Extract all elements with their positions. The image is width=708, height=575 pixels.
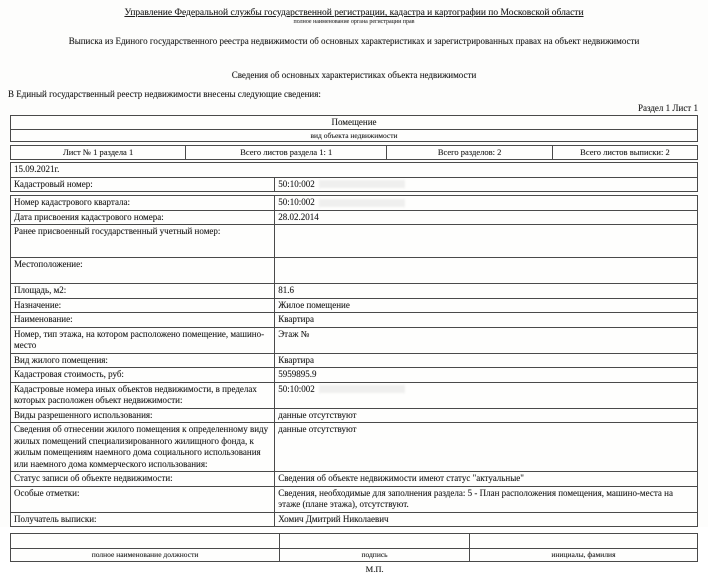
floor-value: Этаж № — [278, 328, 310, 339]
signature-caption-row — [11, 549, 697, 561]
row-label: Местоположение: — [11, 258, 275, 283]
extract-date: 15.09.2021г. — [14, 164, 60, 174]
quarter-number: 50:10:002 — [278, 197, 315, 207]
row-value — [275, 225, 697, 257]
sheet-info-row — [10, 145, 698, 160]
initials-caption: инициалы, фамилия — [551, 550, 616, 559]
row-value — [275, 383, 697, 408]
record-status-value: Сведения об объекте недвижимости имеют статус "актуальные" — [278, 473, 524, 483]
row-value — [275, 178, 697, 192]
row-label: Виды разрешенного использования: — [11, 409, 275, 423]
row-label: Кадастровый номер: — [11, 178, 275, 192]
redaction-smudge — [319, 385, 405, 393]
table-row — [10, 312, 698, 328]
table-row — [10, 382, 698, 409]
table-row — [10, 471, 698, 487]
table-row — [10, 408, 698, 424]
table-row — [10, 195, 698, 211]
purpose-value: Жилое помещение — [278, 299, 350, 310]
signature-table — [10, 533, 698, 562]
row-label: Площадь, м2: — [11, 284, 275, 298]
area-value: 81.6 — [278, 285, 294, 295]
row-value: данные отсутствуют — [278, 424, 357, 434]
row-label: Особые отметки: — [11, 487, 275, 512]
table-row — [10, 224, 698, 258]
total-sheets-section: Всего листов раздела 1: 1 — [186, 146, 387, 159]
assignment-date: 28.02.2014 — [278, 211, 319, 222]
total-sheets-extract: Всего листов выписки: 2 — [580, 147, 670, 157]
row-value — [275, 196, 697, 210]
row-value — [275, 472, 697, 486]
table-row-date — [10, 162, 698, 178]
table-row — [10, 486, 698, 513]
row-label: Кадастровые номера иных объектов недвижимости, в пределах которых расположен объект недвижимости: — [11, 383, 275, 408]
row-value — [275, 299, 697, 313]
sheet-number: Лист № 1 раздела 1 — [11, 146, 186, 159]
table-row — [10, 298, 698, 314]
row-value — [275, 487, 697, 512]
table-row — [10, 422, 698, 472]
intro-line: В Единый государственный реестр недвижимости внесены следующие сведения: — [8, 89, 321, 99]
row-label: Наименование: — [11, 313, 275, 327]
row-label: Назначение: — [11, 299, 275, 313]
object-type-header — [10, 115, 698, 142]
table-row — [10, 283, 698, 299]
recipient-name: Хомич Дмитрий Николаевич — [278, 513, 389, 524]
row-value — [275, 328, 697, 353]
position-field — [11, 534, 280, 548]
cadastral-number: 50:10:002 — [278, 178, 315, 189]
initials-field — [470, 534, 697, 548]
row-value: данные отсутствуют — [278, 409, 357, 420]
row-label: Номер кадастрового квартала: — [11, 196, 275, 210]
special-notes-value: Сведения, необходимые для заполнения раздела: 5 - План расположения помещения, машино-места на этаже (плане этажа), отсутствуют. — [278, 487, 673, 509]
stamp-place-marker: М.П. — [365, 564, 384, 574]
row-value — [275, 513, 697, 527]
table-row — [10, 210, 698, 226]
row-value — [275, 368, 697, 382]
signature-fill-row — [11, 534, 697, 549]
table-row — [10, 353, 698, 369]
signature-caption: подпись — [280, 549, 470, 561]
cadastral-cost-value: 5959895.9 — [278, 369, 317, 379]
characteristics-table — [10, 162, 698, 527]
table-row — [10, 367, 698, 383]
section-sheet-marker: Раздел 1 Лист 1 — [637, 103, 698, 113]
total-sections: Всего разделов: 2 — [387, 146, 553, 159]
section-title: Сведения об основных характеристиках объекта недвижимости — [231, 70, 477, 80]
row-value — [275, 211, 697, 225]
name-value: Квартира — [278, 314, 314, 324]
table-row — [10, 512, 698, 528]
row-label: Статус записи об объекте недвижимости: — [11, 472, 275, 486]
redaction-smudge — [319, 199, 405, 207]
row-label: Дата присвоения кадастрового номера: — [11, 211, 275, 225]
row-value — [275, 354, 697, 368]
table-row — [10, 327, 698, 354]
row-label: Номер, тип этажа, на котором расположено помещение, машино-место — [11, 328, 275, 353]
row-label: Получатель выписки: — [11, 513, 275, 527]
document-title: Выписка из Единого государственного реестра недвижимости об основных характеристиках и зарегистрированных правах на объект недвижимости — [68, 36, 640, 46]
row-value — [275, 313, 697, 327]
registration-authority-title: Управление Федеральной службы государственной регистрации, кадастра и картографии по Московской области — [124, 8, 584, 18]
object-type: Помещение — [11, 116, 697, 130]
row-value — [275, 284, 697, 298]
row-label: Вид жилого помещения: — [11, 354, 275, 368]
row-label: Сведения об отнесении жилого помещения к определенному виду жилых помещений специализированного жилищного фонда, к жилым помещениям наемного дома социального использования или наемного дома коммерческого использования: — [11, 423, 275, 471]
row-label: Ранее присвоенный государственный учетный номер: — [11, 225, 275, 257]
authority-caption: полное наименование органа регистрации прав — [293, 19, 415, 25]
object-type-caption: вид объекта недвижимости — [310, 131, 398, 140]
dwelling-type-value: Квартира — [278, 354, 314, 365]
table-row — [10, 177, 698, 193]
signature-field — [280, 534, 470, 548]
redaction-smudge — [319, 180, 405, 188]
position-caption: полное наименование должности — [11, 549, 280, 561]
table-row — [10, 257, 698, 284]
row-label: Кадастровая стоимость, руб: — [11, 368, 275, 382]
other-objects-number: 50:10:002 — [278, 383, 315, 394]
row-value — [275, 258, 697, 283]
